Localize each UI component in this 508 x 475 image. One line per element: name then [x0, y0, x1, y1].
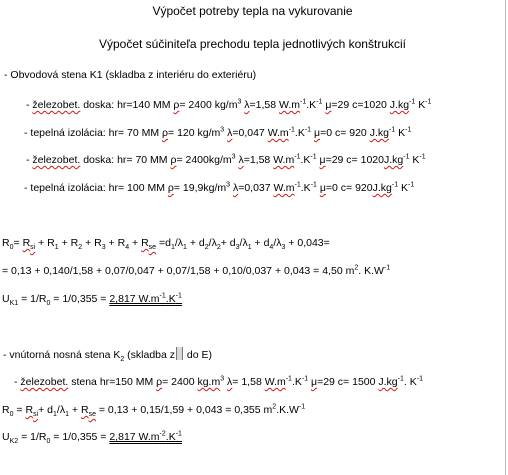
section1-heading: - Obvodová stena K1 (skladba z interiéru do exteriéru) — [4, 69, 257, 81]
layer-row-1: - železobet. doska: hr=140 MM ρ= 2400 $kg/m^3$ λ=1,58 $W.m^{-1}.K^{-1}$ μ=29 c=1020 $J.kg^{-1}$ $K^{-1}$ — [26, 98, 432, 111]
r0-formula: $R_0= R_{si} + R_1 + R_2 + R_3 + R_4 + R_{se} =d_1/\lambda_1 + d_2/\lambda_2+ d_3/\lambda_1 + d_4/\lambda_3 + 0,043=$ — [2, 237, 330, 252]
document-subtitle: Výpočet súčiniteľa prechodu tepla jednotlivých konštrukcií — [98, 37, 406, 51]
u-k1-value: 2,817 $W.m^{-1}.K^{-1}$ — [109, 292, 182, 305]
u-k2-result: $U_{K2} = 1/R_0 = 1/0,355 = 2,817$ $W.m^{-2}.K^{-1}$ — [2, 430, 182, 446]
section2-layer-row: - železobet. stena hr=150 MM ρ= 2400 $kg.m^3$ λ= 1,58 $W.m^{-1}.K^{-1}$ μ=29 c= 1500 $J.kg^{-1}$. $K^{-1}$ — [14, 375, 423, 388]
layer-row-3: - železobet. doska: hr= 70 MM $\rho= 2400kg/m^3$ λ=1,58 $W.m^{-1}.K^{-1}$ μ=29 $c= 1020J.kg^{-1}$ $K^{-1}$ — [26, 153, 426, 166]
spell-error-word: železobet. — [32, 99, 81, 111]
u-k1-result: $U_{K1} = 1/R_0 = 1/0,355 = 2,817$ $W.m^{-1}.K^{-1}$ — [2, 292, 182, 308]
layer-row-4: - tepelná izolácia: hr= 100 MM $\rho= 19,9kg/m^3$ λ=0,037 $W.m^{-1}.K^{-1}$ μ=0 $c= 920J.kg^{-1}$ $K^{-1}$ — [24, 181, 415, 194]
text-cursor — [176, 347, 183, 360]
u-k2-value: 2,817 $W.m^{-2}.K^{-1}$ — [109, 430, 182, 443]
section2-r0-formula: $R_0 = R_{si}+ d_1/\lambda_1 + R_{se} = 0,13 + 0,15/1,59 + 0,043 = 0,355$ $m^2.K.W^{-1}$ — [2, 403, 306, 419]
layer-row-2: - tepelná izolácia: hr= 70 MM ρ= 120 $kg/m^3$ λ=0,047 $W.m^{-1}.K^{-1}$ μ=0 c= 920 $J.kg^{-1}$ $K^{-1}$ — [24, 126, 412, 139]
document-title: Výpočet potreby tepla na vykurovanie — [152, 4, 353, 18]
r0-calculation: = 0,13 + 0,140/1,58 + 0,07/0,047 + 0,07/1,58 + 0,10/0,037 + 0,043 = 4,50 $m^2$. $K.W^{-1}$ — [2, 264, 391, 277]
section2-heading: - vnútorná nosná stena $K_2$ (skladba z do E) — [3, 349, 213, 364]
spell-error-word: železobet. — [20, 376, 69, 388]
spell-error-word: železobet. — [32, 154, 81, 166]
page-edge-divider — [505, 0, 506, 475]
